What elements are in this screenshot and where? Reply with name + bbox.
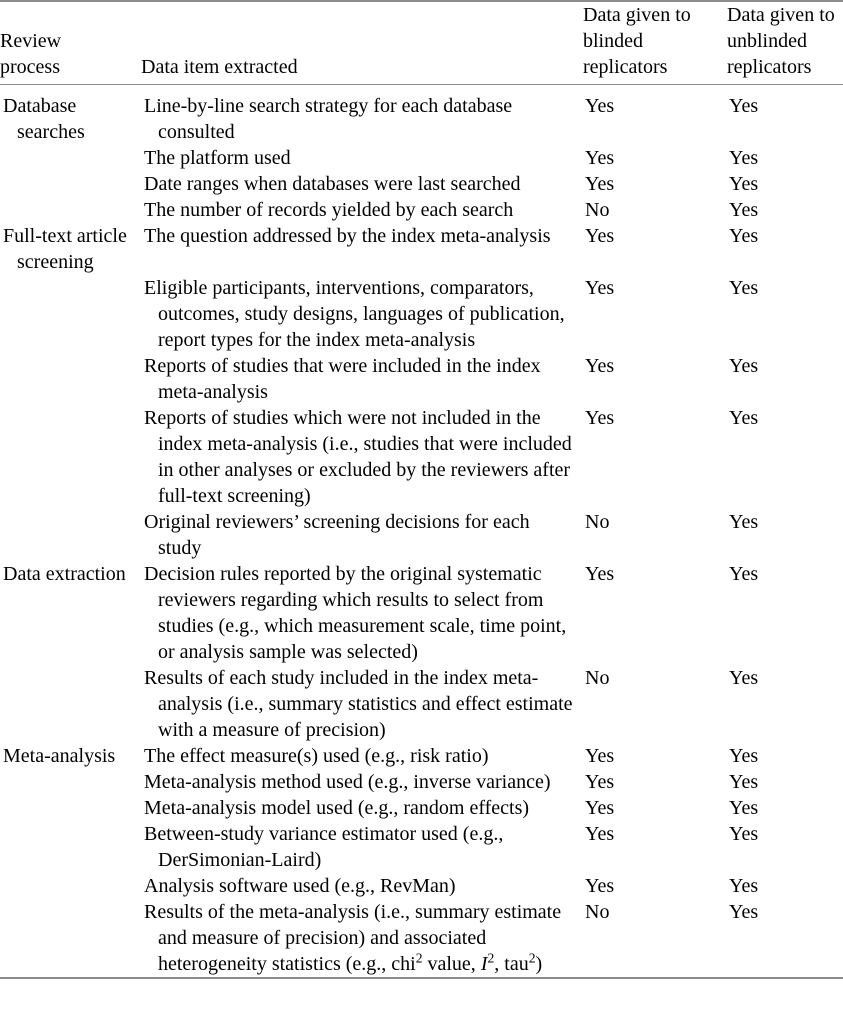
unblinded-value-text: Yes (729, 875, 759, 897)
table-row (0, 561, 843, 665)
blinded-value-text: Yes (585, 355, 615, 377)
cell-unblinded-value (727, 873, 843, 899)
table-row (0, 275, 843, 353)
data-item-text: The effect measure(s) used (e.g., risk ratio) (144, 745, 489, 767)
table-row (0, 509, 843, 561)
cell-blinded-value (583, 899, 727, 978)
cell-data-item (141, 197, 583, 223)
cell-data-item (141, 873, 583, 899)
cell-data-item (141, 223, 583, 275)
table-row (0, 85, 843, 146)
data-item-text: Analysis software used (e.g., RevMan) (144, 875, 456, 897)
cell-unblinded-value (727, 197, 843, 223)
cell-review-process (0, 769, 141, 795)
cell-review-process (0, 197, 141, 223)
cell-review-process (0, 509, 141, 561)
blinded-value-text: No (585, 199, 610, 221)
unblinded-value-text: Yes (729, 771, 759, 793)
unblinded-value-text: Yes (729, 173, 759, 195)
blinded-value-text: No (585, 511, 610, 533)
unblinded-value-text: Yes (729, 277, 759, 299)
unblinded-value-text: Yes (729, 355, 759, 377)
blinded-value-text: Yes (585, 173, 615, 195)
cell-blinded-value (583, 743, 727, 769)
cell-unblinded-value (727, 795, 843, 821)
unblinded-value-text: Yes (729, 563, 759, 585)
cell-review-process (0, 353, 141, 405)
column-header-unblinded (727, 2, 843, 85)
unblinded-value-text: Yes (729, 823, 759, 845)
cell-blinded-value (583, 171, 727, 197)
cell-blinded-value (583, 795, 727, 821)
cell-blinded-value (583, 405, 727, 509)
table-row (0, 873, 843, 899)
table-row (0, 769, 843, 795)
cell-review-process (0, 743, 141, 769)
data-item-text: Date ranges when databases were last searched (144, 173, 521, 195)
unblinded-value-text: Yes (729, 745, 759, 767)
table-row (0, 821, 843, 873)
unblinded-value-text: Yes (729, 95, 759, 117)
review-process-text: Meta-analysis (3, 745, 116, 767)
unblinded-value-text: Yes (729, 797, 759, 819)
table-row (0, 353, 843, 405)
table-row (0, 665, 843, 743)
column-header-data-item (141, 2, 583, 85)
cell-review-process (0, 665, 141, 743)
unblinded-value-text: Yes (729, 407, 759, 429)
cell-data-item (141, 509, 583, 561)
column-header-line: process (0, 56, 60, 78)
cell-unblinded-value (727, 145, 843, 171)
data-item-text: The platform used (144, 147, 291, 169)
table-row (0, 899, 843, 978)
cell-data-item (141, 795, 583, 821)
unblinded-value-text: Yes (729, 199, 759, 221)
cell-data-item (141, 171, 583, 197)
cell-review-process (0, 873, 141, 899)
cell-unblinded-value (727, 85, 843, 146)
cell-blinded-value (583, 85, 727, 146)
cell-blinded-value (583, 665, 727, 743)
cell-unblinded-value (727, 743, 843, 769)
column-header-line: Data given to (727, 4, 835, 26)
cell-unblinded-value (727, 561, 843, 665)
data-item-text: Between-study variance estimator used (e.g., DerSimonian-Laird) (144, 823, 504, 871)
cell-blinded-value (583, 145, 727, 171)
cell-unblinded-value (727, 405, 843, 509)
unblinded-value-text: Yes (729, 147, 759, 169)
cell-blinded-value (583, 275, 727, 353)
cell-data-item (141, 769, 583, 795)
blinded-value-text: Yes (585, 147, 615, 169)
cell-unblinded-value (727, 899, 843, 978)
table-header (0, 1, 843, 85)
cell-review-process (0, 821, 141, 873)
cell-review-process (0, 85, 141, 146)
cell-blinded-value (583, 821, 727, 873)
table-row (0, 171, 843, 197)
table-row (0, 405, 843, 509)
table-body (0, 85, 843, 979)
unblinded-value-text: Yes (729, 225, 759, 247)
blinded-value-text: Yes (585, 771, 615, 793)
cell-unblinded-value (727, 769, 843, 795)
blinded-value-text: Yes (585, 823, 615, 845)
cell-unblinded-value (727, 171, 843, 197)
review-process-text: Full-text article screening (3, 225, 127, 273)
cell-unblinded-value (727, 275, 843, 353)
cell-blinded-value (583, 509, 727, 561)
data-item-text: The question addressed by the index meta-analysis (144, 225, 551, 247)
cell-blinded-value (583, 873, 727, 899)
cell-data-item (141, 743, 583, 769)
data-item-text: Decision rules reported by the original systematic reviewers regarding which results to select from studies (e.g., which measurement scale, time point, or analysis sample was selected) (144, 563, 567, 663)
blinded-value-text: Yes (585, 875, 615, 897)
table-row (0, 223, 843, 275)
column-header-line: Data item extracted (141, 56, 298, 78)
data-item-text: Eligible participants, interventions, comparators, outcomes, study designs, languages of publication, report types for the index meta-analysis (144, 277, 565, 351)
column-header-line: Data given to (583, 4, 691, 26)
table-row (0, 145, 843, 171)
cell-data-item (141, 899, 583, 978)
cell-review-process (0, 223, 141, 275)
data-item-text: Original reviewers’ screening decisions for each study (144, 511, 530, 559)
column-header-blinded (583, 2, 727, 85)
cell-review-process (0, 899, 141, 978)
cell-review-process (0, 405, 141, 509)
column-header-line: unblinded (727, 30, 807, 52)
column-header-line: replicators (583, 56, 668, 78)
data-item-text: The number of records yielded by each search (144, 199, 514, 221)
blinded-value-text: Yes (585, 745, 615, 767)
cell-blinded-value (583, 769, 727, 795)
cell-review-process (0, 275, 141, 353)
table-row (0, 197, 843, 223)
table-header-row (0, 2, 843, 85)
blinded-value-text: Yes (585, 797, 615, 819)
blinded-value-text: No (585, 901, 610, 923)
blinded-value-text: Yes (585, 407, 615, 429)
table-row (0, 743, 843, 769)
column-header-line: Review (0, 30, 62, 52)
cell-review-process (0, 795, 141, 821)
unblinded-value-text: Yes (729, 901, 759, 923)
data-item-text: Results of the meta-analysis (i.e., summary estimate and measure of precision) and associated heterogeneity statistics (e.g., chi$^2$ value, $I^2$, tau$^2$) (144, 901, 562, 975)
cell-unblinded-value (727, 223, 843, 275)
blinded-value-text: Yes (585, 563, 615, 585)
cell-review-process (0, 561, 141, 665)
cell-data-item (141, 275, 583, 353)
blinded-value-text: Yes (585, 225, 615, 247)
review-process-text: Data extraction (3, 563, 126, 585)
cell-data-item (141, 405, 583, 509)
data-item-text: Line-by-line search strategy for each database consulted (144, 95, 513, 143)
cell-review-process (0, 171, 141, 197)
data-item-text: Results of each study included in the index meta-analysis (i.e., summary statistics and effect estimate with a measure of precision) (144, 667, 573, 741)
cell-review-process (0, 145, 141, 171)
cell-blinded-value (583, 561, 727, 665)
cell-data-item (141, 821, 583, 873)
cell-data-item (141, 145, 583, 171)
unblinded-value-text: Yes (729, 511, 759, 533)
cell-unblinded-value (727, 821, 843, 873)
cell-blinded-value (583, 197, 727, 223)
data-item-text: Reports of studies that were included in the index meta-analysis (144, 355, 541, 403)
cell-blinded-value (583, 353, 727, 405)
cell-data-item (141, 561, 583, 665)
cell-unblinded-value (727, 509, 843, 561)
unblinded-value-text: Yes (729, 667, 759, 689)
column-header-line: replicators (727, 56, 812, 78)
cell-unblinded-value (727, 665, 843, 743)
blinded-value-text: Yes (585, 95, 615, 117)
cell-blinded-value (583, 223, 727, 275)
cell-data-item (141, 353, 583, 405)
data-item-text: Reports of studies which were not included in the index meta-analysis (i.e., studies that were included in other analyses or excluded by the reviewers after full-text screening) (144, 407, 572, 507)
data-item-text: Meta-analysis model used (e.g., random effects) (144, 797, 530, 819)
column-header-line: blinded (583, 30, 643, 52)
blinded-value-text: Yes (585, 277, 615, 299)
blinded-value-text: No (585, 667, 610, 689)
cell-data-item (141, 665, 583, 743)
review-process-text: Database searches (3, 95, 85, 143)
cell-unblinded-value (727, 353, 843, 405)
cell-data-item (141, 85, 583, 146)
data-item-text: Meta-analysis method used (e.g., inverse variance) (144, 771, 551, 793)
column-header-review-process (0, 2, 141, 85)
table-row (0, 795, 843, 821)
